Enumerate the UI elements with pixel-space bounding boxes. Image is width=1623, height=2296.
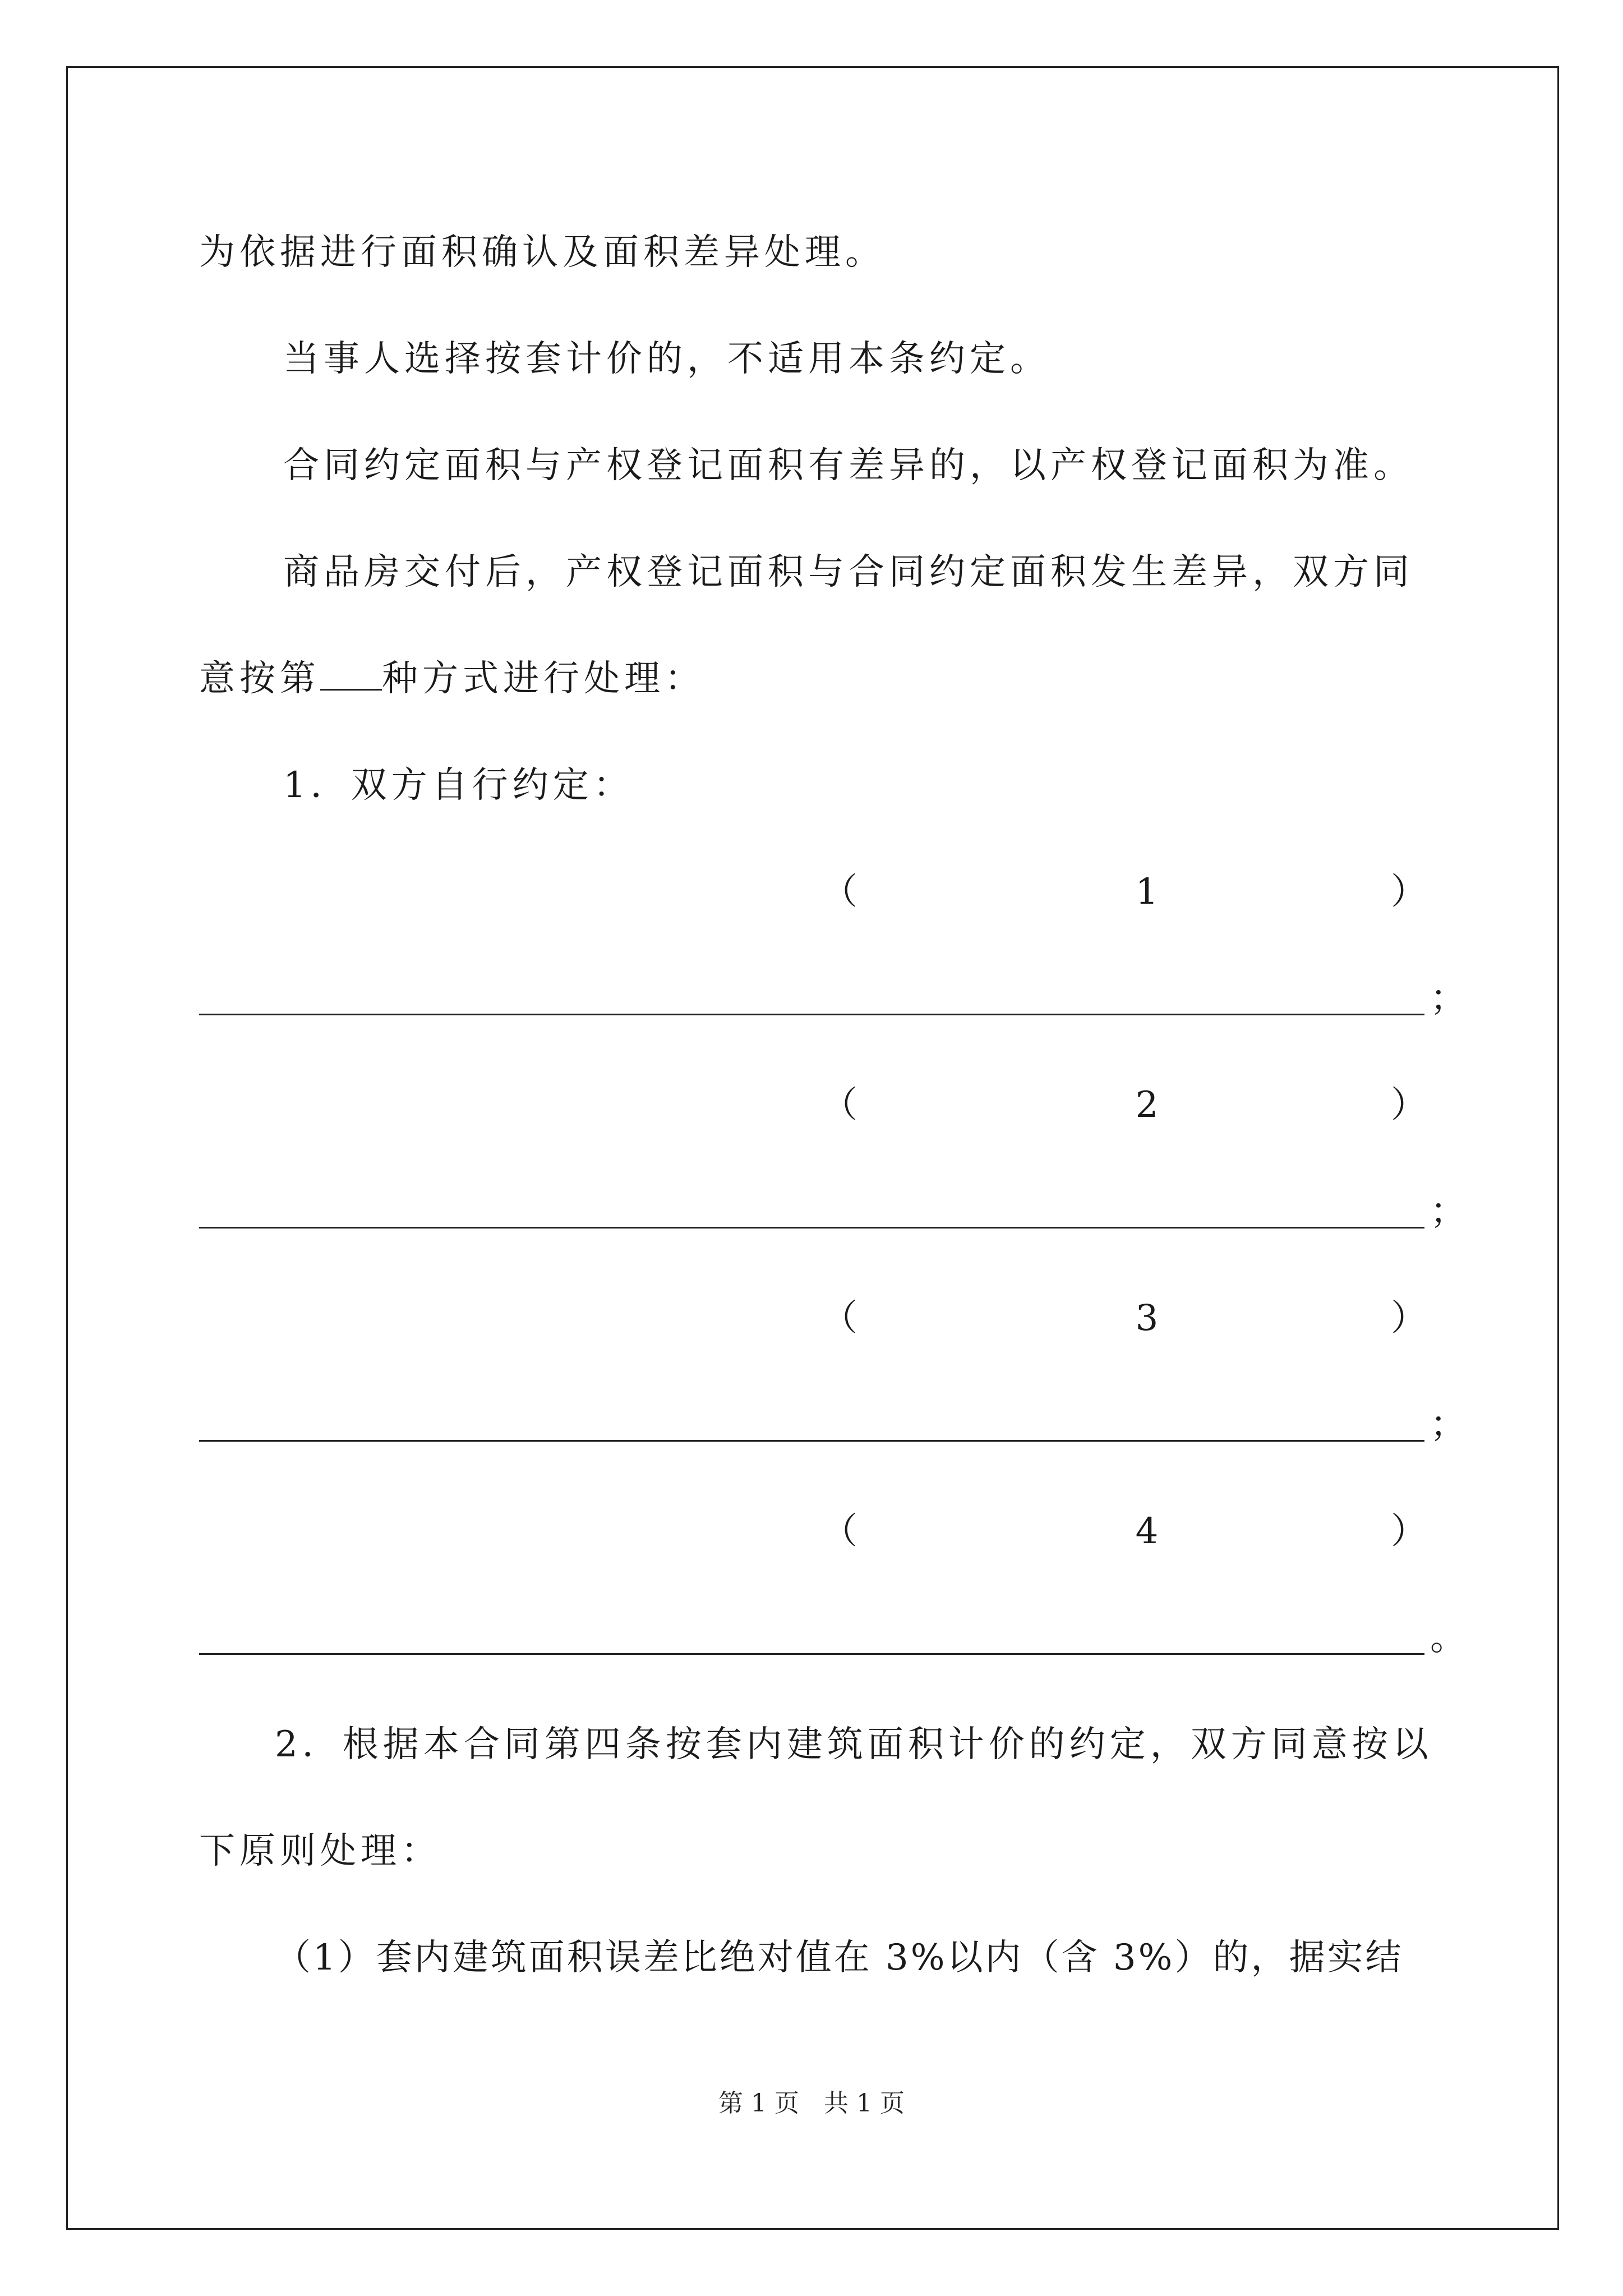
close-paren: ）	[1391, 1297, 1427, 1339]
open-paren: （	[822, 1084, 857, 1126]
open-paren: （	[822, 871, 857, 913]
line-end-punct: ；	[1430, 978, 1466, 1019]
open-paren: （	[822, 1297, 857, 1339]
fill-line-row	[199, 1186, 1466, 1237]
fill-line-row	[199, 1400, 1466, 1450]
item-number-row	[199, 1293, 1427, 1343]
close-paren: ）	[1391, 1084, 1427, 1126]
item-number: 2	[1135, 1084, 1159, 1126]
line-end-punct: ；	[1430, 1191, 1466, 1232]
paragraph-line: 1．双方自行约定：	[283, 765, 634, 806]
paragraph-line: （1）套内建筑面积误差比绝对值在 3%以内（含 3%）的，据实结	[275, 1937, 1404, 1978]
fill-in-line[interactable]	[199, 1227, 1424, 1228]
item-number-row	[199, 1080, 1427, 1130]
fill-in-line[interactable]	[199, 1440, 1424, 1442]
item-number-row	[199, 867, 1427, 917]
close-paren: ）	[1391, 1511, 1427, 1552]
line-end-punct: 。	[1430, 1617, 1466, 1659]
paragraph-line: 下原则处理：	[199, 1830, 441, 1872]
fill-in-line[interactable]	[199, 1653, 1424, 1655]
fill-line-row	[199, 1613, 1466, 1663]
paragraph-line: 合同约定面积与产权登记面积有差异的，以产权登记面积为准。	[283, 445, 1414, 486]
paragraph-line: 2．根据本合同第四条按套内建筑面积计价的约定，双方同意按以	[275, 1724, 1433, 1765]
line-end-punct: ；	[1430, 1404, 1466, 1446]
page-footer: 第 1 页 共 1 页	[718, 2089, 905, 2118]
paragraph-line: 商品房交付后，产权登记面积与合同约定面积发生差异，双方同	[283, 551, 1414, 593]
paragraph-text: 种方式进行处理：	[382, 658, 705, 700]
item-number: 3	[1135, 1297, 1159, 1339]
open-paren: （	[822, 1511, 857, 1552]
fill-in-line[interactable]	[199, 1014, 1424, 1015]
item-number-row	[199, 1506, 1427, 1557]
fill-line-row	[199, 973, 1466, 1024]
page-frame	[66, 66, 1559, 2230]
close-paren: ）	[1391, 871, 1427, 913]
fill-in-blank[interactable]	[320, 656, 382, 691]
paragraph-line	[199, 654, 705, 704]
item-number: 4	[1135, 1511, 1159, 1552]
item-number: 1	[1135, 871, 1159, 913]
paragraph-text: 意按第	[199, 658, 320, 700]
paragraph-line: 为依据进行面积确认及面积差异处理。	[199, 232, 886, 273]
paragraph-line: 当事人选择按套计价的，不适用本条约定。	[283, 338, 1050, 380]
